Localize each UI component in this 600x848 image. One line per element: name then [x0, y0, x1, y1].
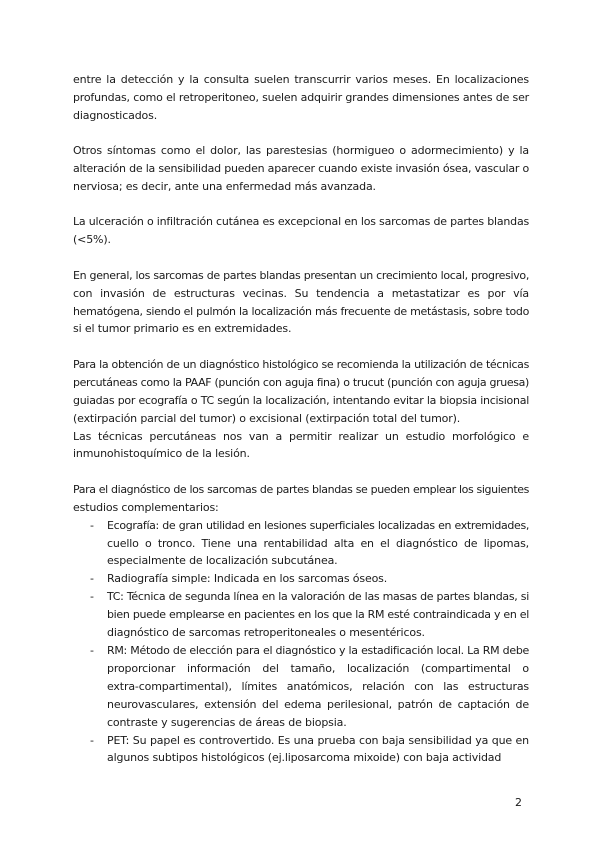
body-text: [73, 71, 529, 767]
paragraph-4-line: si el tumor primario es en extremidades.: [73, 322, 292, 336]
paragraph-3-line: (<5%).: [73, 233, 111, 247]
list-item: [73, 642, 529, 732]
list-item-line: proporcionar información del tamaño, localización (compartimental o: [107, 661, 529, 675]
list-item-line: neurovasculares, extensión del edema perilesional, patrón de captación de: [107, 697, 529, 711]
list-item-line: Ecografía: de gran utilidad en lesiones superficiales localizadas en extremidades,: [107, 518, 529, 532]
paragraph-5-line: percutáneas como la PAAF (punción con aguja fina) o trucut (punción con aguja gruesa): [73, 375, 529, 389]
bullet-dash: -: [90, 643, 94, 657]
complementary-studies-list: [73, 517, 529, 768]
list-item-line: RM: Método de elección para el diagnóstico y la estadificación local. La RM debe: [107, 643, 529, 657]
bullet-dash: -: [90, 590, 94, 604]
paragraph-4-line: con invasión de estructuras vecinas. Su tendencia a metastatizar es por vía: [73, 286, 529, 300]
list-item-line: contraste y sugerencias de áreas de biopsia.: [107, 715, 347, 729]
bullet-dash: -: [90, 733, 94, 747]
list-item-line: bien puede emplearse en pacientes en los que la RM esté contraindicada y en el: [107, 608, 529, 622]
paragraph-3-line: La ulceración o infiltración cutánea es excepcional en los sarcomas de partes blandas: [73, 215, 530, 229]
list-item-line: PET: Su papel es controvertido. Es una prueba con baja sensibilidad ya que en: [107, 733, 529, 747]
list-item: [73, 732, 529, 768]
paragraph-6-line: Para el diagnóstico de los sarcomas de partes blandas se pueden emplear los siguientes: [73, 482, 529, 496]
paragraph-5-line: Para la obtención de un diagnóstico histológico se recomienda la utilización de técnicas: [73, 357, 529, 371]
list-item-line: cuello o tronco. Tiene una rentabilidad alta en el diagnóstico de lipomas,: [107, 536, 529, 550]
list-item-line: TC: Técnica de segunda línea en la valoración de las masas de partes blandas, si: [107, 590, 529, 604]
paragraph-6-line: estudios complementarios:: [73, 500, 219, 514]
paragraph-2-line: alteración de la sensibilidad pueden aparecer cuando existe invasión ósea, vascular o: [73, 162, 529, 176]
bullet-dash: -: [90, 572, 94, 586]
paragraph-2-line: Otros síntomas como el dolor, las parestesias (hormigueo o adormecimiento) y la: [73, 144, 529, 158]
list-item-line: Radiografía simple: Indicada en los sarcomas óseos.: [107, 572, 388, 586]
paragraph-5-line: guiadas por ecografía o TC según la localización, intentando evitar la biopsia incisional: [73, 393, 529, 407]
paragraph-5-line: (extirpación parcial del tumor) o excisional (extirpación total del tumor).: [73, 411, 461, 425]
paragraph-1-line: entre la detección y la consulta suelen transcurrir varios meses. En localizaciones: [73, 73, 529, 86]
paragraph-4-line: hematógena, siendo el pulmón la localización más frecuente de metástasis, sobre todo: [73, 304, 529, 318]
bullet-dash: -: [90, 518, 94, 532]
list-item-line: extra-compartimental), límites anatómicos, relación con las estructuras: [107, 679, 529, 693]
list-item-line: especialmente de localización subcutánea.: [107, 554, 338, 568]
paragraph-4-line: En general, los sarcomas de partes blandas presentan un crecimiento local, progresivo,: [73, 268, 529, 282]
page-number: 2: [515, 796, 522, 809]
paragraph-5-line: Las técnicas percutáneas nos van a permitir realizar un estudio morfológico e: [73, 429, 529, 443]
list-item: [73, 588, 529, 642]
paragraph-1-line: profundas, como el retroperitoneo, suelen adquirir grandes dimensiones antes de ser: [73, 90, 529, 104]
paragraph-2-line: nerviosa; es decir, ante una enfermedad más avanzada.: [73, 180, 376, 194]
list-item-line: algunos subtipos histológicos (ej.liposarcoma mixoide) con baja actividad: [107, 751, 502, 765]
paragraph-5-line: inmunohistoquímico de la lesión.: [73, 447, 250, 461]
list-item: [73, 570, 529, 588]
list-item: [73, 517, 529, 571]
list-item-line: diagnóstico de sarcomas retroperitoneales o mesentéricos.: [107, 626, 425, 640]
paragraph-1-line: diagnosticados.: [73, 108, 158, 122]
